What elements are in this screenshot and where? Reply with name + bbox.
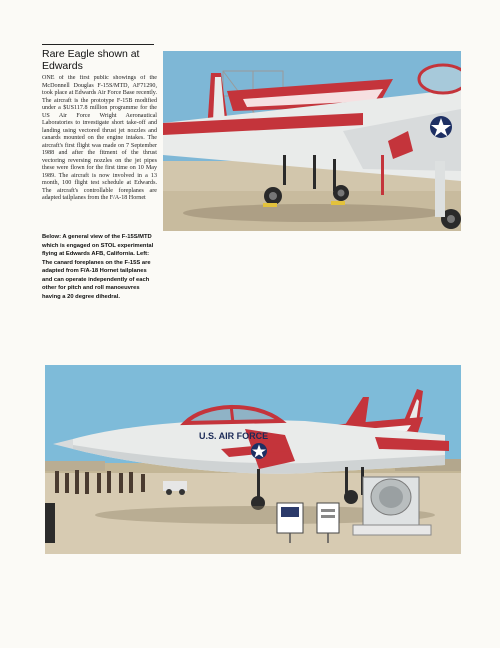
photo-canard-closeup bbox=[163, 51, 461, 231]
headline-rule bbox=[42, 44, 154, 45]
photo-general-view-image bbox=[45, 365, 461, 554]
fuselage-marking: U.S. AIR FORCE bbox=[199, 431, 269, 441]
photo-general-view bbox=[45, 365, 461, 554]
photo-caption: Below: A general view of the F-15S/MTD which is engaged on STOL experimental flying at Edwards AFB, California. Left: The canard foreplanes on the F-15S are adapted from F/A-18 Hornet tailplanes and can operate independently of each other for pitch and roll manoeuvres having a 20 degree dihedral. bbox=[42, 234, 154, 300]
article-body: ONE of the first public showings of the McDonnell Douglas F-15S/MTD, AF71290, took place at Edwards Air Force Base recently. The aircraft is the prototype F-15B modified under a $US117.8 million programme for the US Air Force Wright Aeronautical Laboratories to investigate short take-off and landing using vectored thrust jet nozzles and canards mounted on the engine intakes. The aircraft's first flight was made on 7 September 1988 and after the fitment of the thrust vectoring reversing nozzles on the jet pipes these were flown for the first time on 10 May 1989. The aircraft is now involved in a 13 month, 100 flight test schedule at Edwards. The aircraft's controllable foreplanes are adapted tailplanes from the F/A-18 Hornet bbox=[42, 75, 157, 201]
photo-canard-closeup-image bbox=[163, 51, 461, 231]
article-headline: Rare Eagle shown at Edwards bbox=[42, 48, 140, 72]
